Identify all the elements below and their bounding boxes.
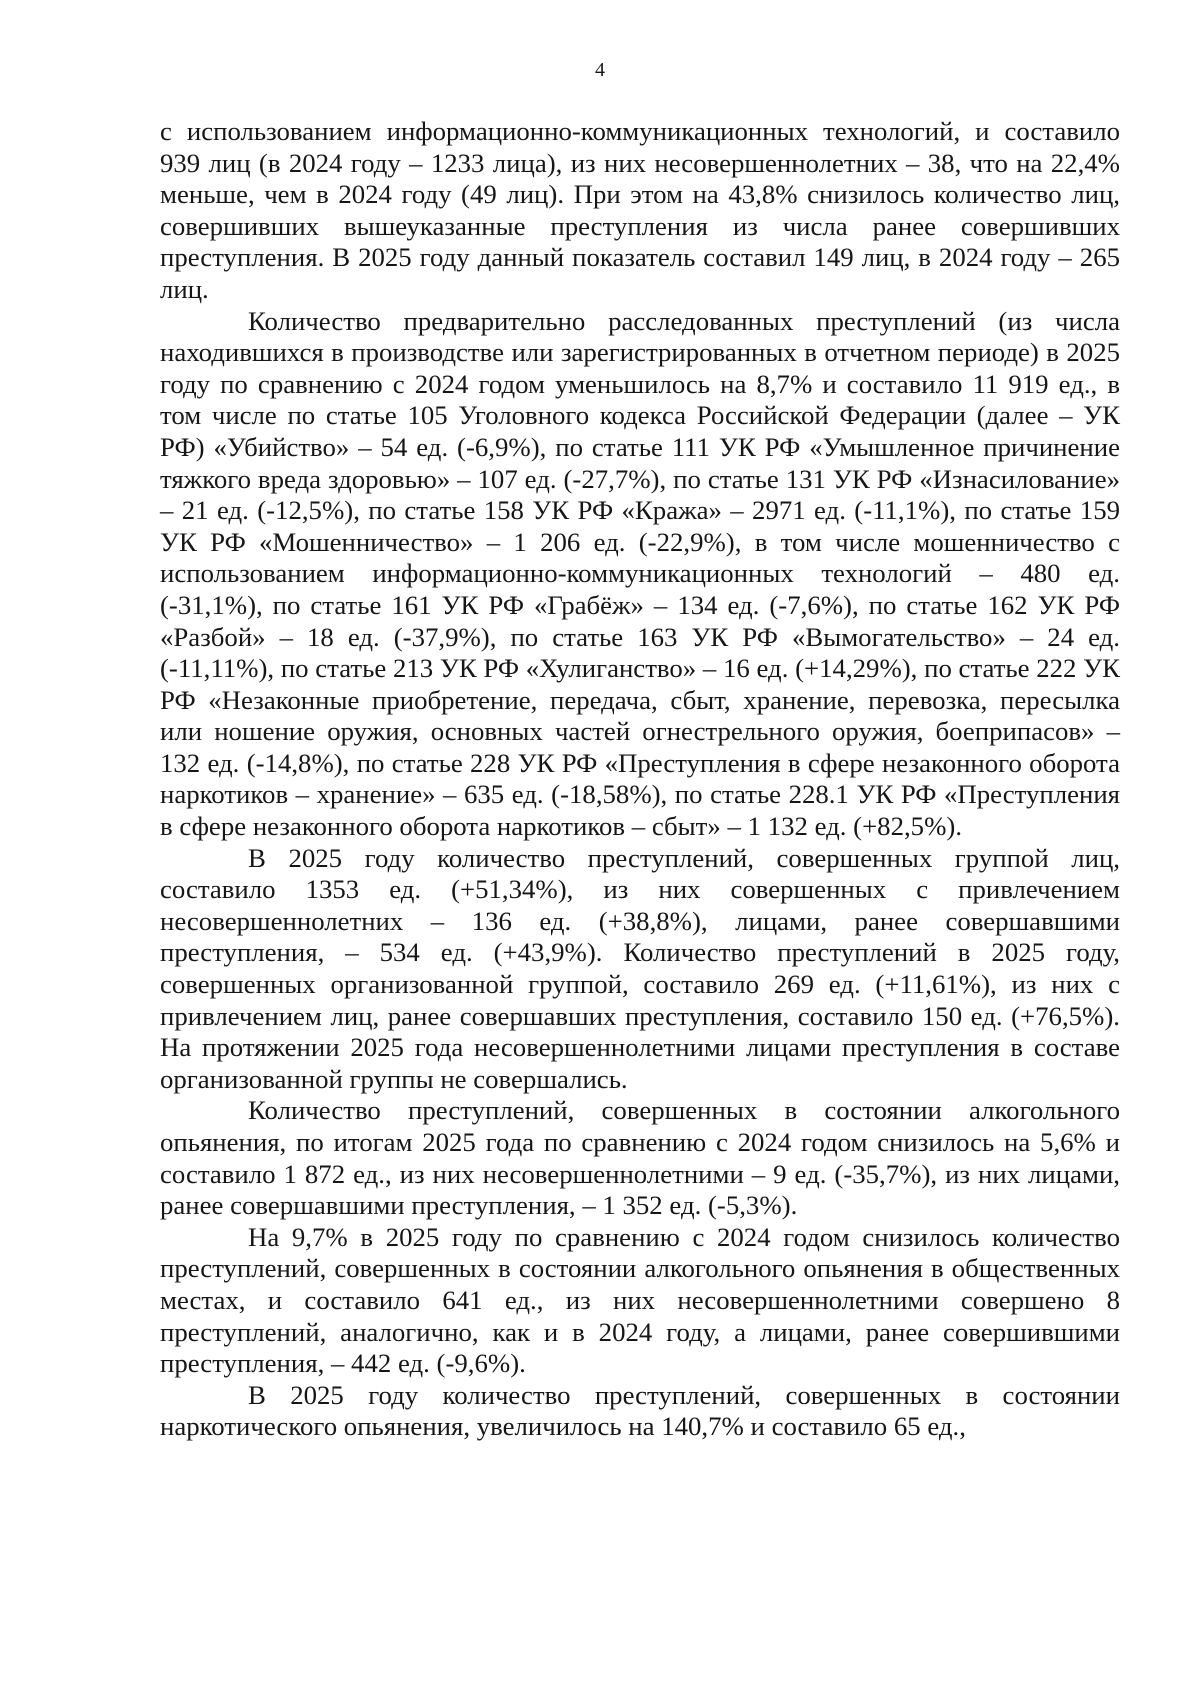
paragraph-alcohol-crimes: Количество преступлений, совершенных в состоянии алкогольного опьянения, по итогам 2025 года по сравнению с 2024 годом снизилось на 5,6% и составило 1 872 ед., из них несовершеннолетними – 9 ед. (-35,7%), из них лицами, ранее совершавшими преступления, – 1 352 ед. (-5,3%). xyxy=(160,1095,1120,1221)
paragraph-ict-offenders: с использованием информационно-коммуникационных технологий, и составило 939 лиц (в 2024 году – 1233 лица), из них несовершеннолетних – 38, что на 22,4% меньше, чем в 2024 году (49 лиц). При этом на 43,8% снизилось количество лиц, совершивших вышеуказанные преступления из числа ранее совершивших преступления. В 2025 году данный показатель составил 149 лиц, в 2024 году – 265 лиц. xyxy=(160,116,1120,304)
document-body xyxy=(160,116,1120,1443)
paragraph-public-places-crimes: На 9,7% в 2025 году по сравнению с 2024 годом снизилось количество преступлений, совершенных в состоянии алкогольного опьянения в общественных местах, и составило 641 ед., из них несовершеннолетними совершено 8 преступлений, аналогично, как и в 2024 году, а лицами, ранее совершившими преступления, – 442 ед. (-9,6%). xyxy=(160,1221,1120,1379)
paragraph-group-crimes: В 2025 году количество преступлений, совершенных группой лиц, составило 1353 ед. (+51,34%), из них совершенных с привлечением несовершеннолетних – 136 ед. (+38,8%), лицами, ранее совершавшими преступления, – 534 ед. (+43,9%). Количество преступлений в 2025 году, совершенных организованной группой, составило 269 ед. (+11,61%), из них с привлечением лиц, ранее совершавших преступления, составило 150 ед. (+76,5%). На протяжении 2025 года несовершеннолетними лицами преступления в составе организованной группы не совершались. xyxy=(160,842,1120,1094)
page-number: 4 xyxy=(595,59,605,81)
paragraph-drug-intoxication-crimes: В 2025 году количество преступлений, совершенных в состоянии наркотического опьянения, увеличилось на 140,7% и составило 65 ед., xyxy=(160,1379,1120,1442)
paragraph-investigated-crimes: Количество предварительно расследованных преступлений (из числа находившихся в производстве или зарегистрированных в отчетном периоде) в 2025 году по сравнению с 2024 годом уменьшилось на 8,7% и составило 11 919 ед., в том числе по статье 105 Уголовного кодекса Российской Федерации (далее – УК РФ) «Убийство» – 54 ед. (-6,9%), по статье 111 УК РФ «Умышленное причинение тяжкого вреда здоровью» – 107 ед. (-27,7%), по статье 131 УК РФ «Изнасилование» – 21 ед. (-12,5%), по статье 158 УК РФ «Кража» – 2971 ед. (-11,1%), по статье 159 УК РФ «Мошенничество» – 1 206 ед. (-22,9%), в том числе мошенничество с использованием информационно-коммуникационных технологий – 480 ед. (-31,1%), по статье 161 УК РФ «Грабёж» – 134 ед. (-7,6%), по статье 162 УК РФ «Разбой» – 18 ед. (-37,9%), по статье 163 УК РФ «Вымогательство» – 24 ед. (-11,11%), по статье 213 УК РФ «Хулиганство» – 16 ед. (+14,29%), по статье 222 УК РФ «Незаконные приобретение, передача, сбыт, хранение, перевозка, пересылка или ношение оружия, основных частей огнестрельного оружия, боеприпасов» – 132 ед. (-14,8%), по статье 228 УК РФ «Преступления в сфере незаконного оборота наркотиков – хранение» – 635 ед. (-18,58%), по статье 228.1 УК РФ «Преступления в сфере незаконного оборота наркотиков – сбыт» – 1 132 ед. (+82,5%). xyxy=(160,305,1120,842)
